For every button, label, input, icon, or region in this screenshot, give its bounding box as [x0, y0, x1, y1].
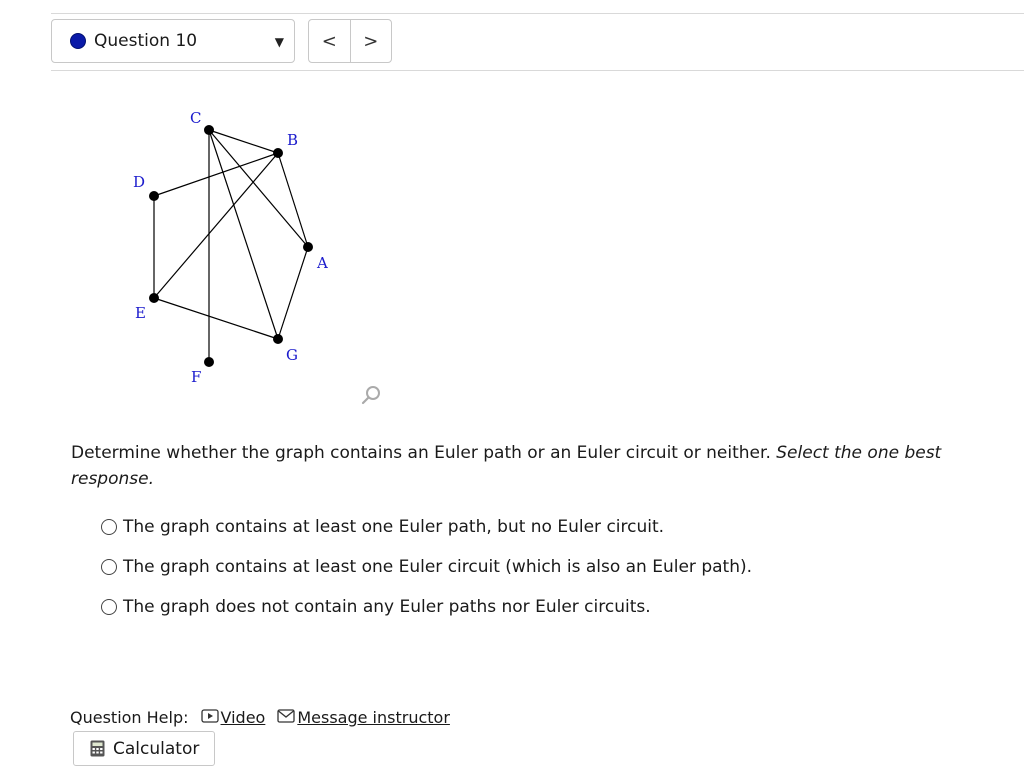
question-select-label: Question 10 [94, 31, 198, 51]
edge-g-a [278, 247, 308, 339]
radio-icon[interactable] [101, 519, 117, 535]
choice-2[interactable] [101, 557, 752, 577]
prompt-emphasis: Select the one best response. [71, 443, 942, 489]
edge-c-g [209, 130, 278, 339]
radio-icon[interactable] [101, 559, 117, 575]
question-help [70, 708, 450, 727]
question-prompt [71, 440, 971, 492]
vertex-a [303, 242, 313, 252]
vertex-b [273, 148, 283, 158]
choice-3[interactable] [101, 597, 651, 617]
radio-icon[interactable] [101, 599, 117, 615]
graph-figure [120, 100, 350, 400]
vertex-label-c: C [190, 109, 202, 127]
question-nav [308, 19, 392, 63]
vertex-label-e: E [135, 304, 146, 322]
edge-b-a [278, 153, 308, 247]
vertex-label-a: A [317, 254, 328, 272]
prompt-text: Determine whether the graph contains an Euler path or an Euler circuit or neither. [71, 443, 777, 463]
vertex-d [149, 191, 159, 201]
calculator-icon [90, 740, 105, 757]
magnify-icon[interactable] [361, 384, 383, 406]
status-dot-icon [70, 33, 86, 49]
caret-down-icon: ▼ [274, 35, 284, 49]
calculator-label: Calculator [113, 738, 200, 759]
vertex-label-b: B [287, 131, 299, 149]
vertex-g [273, 334, 283, 344]
question-select[interactable] [51, 19, 295, 63]
prev-question-button[interactable]: < [309, 20, 351, 62]
calculator-button[interactable] [73, 731, 215, 766]
vertex-f [204, 357, 214, 367]
vertex-label-f: F [191, 368, 202, 386]
mail-icon[interactable] [277, 708, 295, 727]
vertex-label-d: D [133, 173, 146, 191]
choice-3-label: The graph does not contain any Euler paths nor Euler circuits. [123, 597, 651, 617]
choice-1-label: The graph contains at least one Euler path, but no Euler circuit. [123, 517, 665, 537]
vertex-c [204, 125, 214, 135]
vertex-label-g: G [286, 346, 298, 364]
header-top-divider [51, 13, 1024, 14]
message-instructor-link[interactable]: Message instructor [297, 708, 450, 727]
question-help-label: Question Help: [70, 708, 189, 727]
choice-2-label: The graph contains at least one Euler circuit (which is also an Euler path). [123, 557, 753, 577]
next-question-button[interactable]: > [363, 30, 379, 52]
edge-e-g [154, 298, 278, 339]
choice-1[interactable] [101, 517, 664, 537]
video-link[interactable]: Video [220, 708, 266, 727]
header-bottom-divider [51, 70, 1024, 71]
video-icon[interactable] [201, 708, 219, 727]
vertex-e [149, 293, 159, 303]
